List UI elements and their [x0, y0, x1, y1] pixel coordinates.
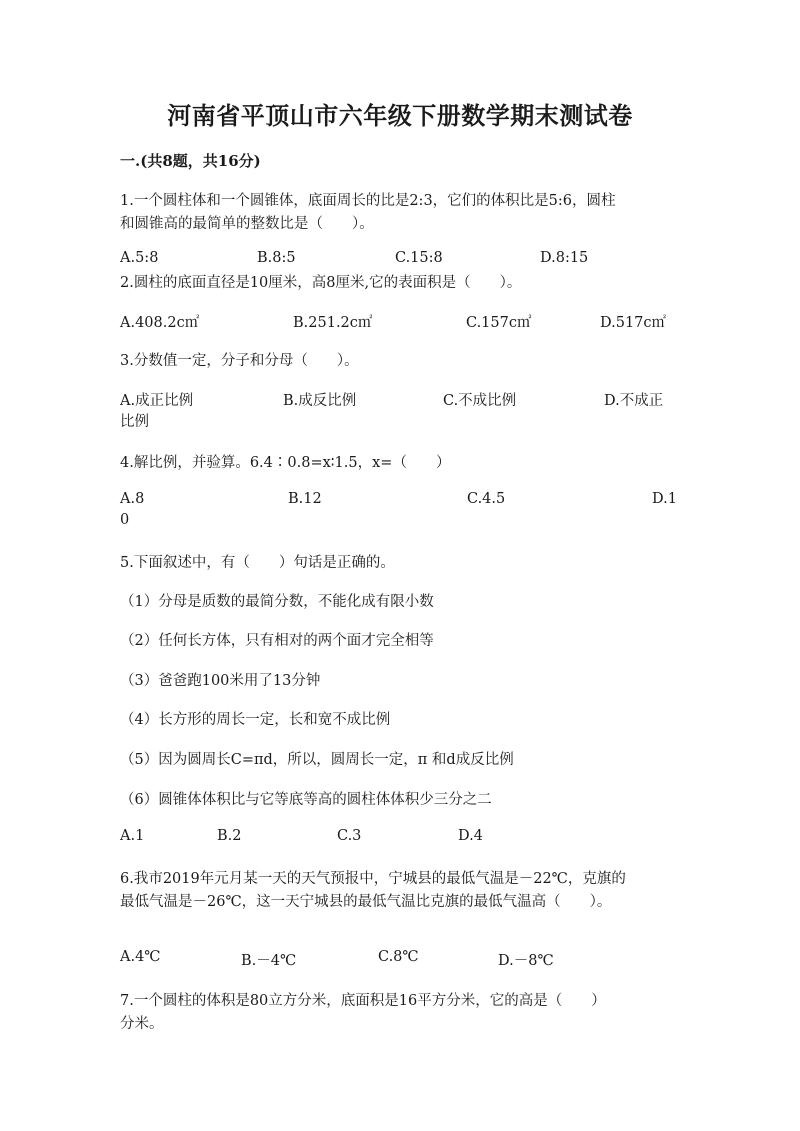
section-heading: 一.(共8题，共16分): [120, 152, 261, 170]
question-5-statement-6: （6）圆锥体体积比与它等底等高的圆柱体体积少三分之二: [120, 792, 492, 808]
question-6-option-a: A.4℃: [120, 949, 161, 965]
question-4-option-d-wrap: 0: [120, 512, 130, 528]
question-7-line-2: 分米。: [120, 1016, 164, 1032]
question-5-line-1: 5.下面叙述中，有（ ）句话是正确的。: [120, 555, 395, 571]
question-1-option-c: C.15:8: [395, 250, 443, 266]
question-3-option-a: A.成正比例: [120, 393, 194, 409]
question-5-option-a: A.1: [120, 828, 145, 844]
question-3-option-b: B.成反比例: [283, 393, 357, 409]
question-5-option-c: C.3: [337, 828, 362, 844]
question-3-line-1: 3.分数值一定，分子和分母（ ）。: [120, 353, 359, 369]
question-6-line-2: 最低气温是－26℃，这一天宁城县的最低气温比克旗的最低气温高（ ）。: [120, 894, 612, 910]
question-3-option-d: D.不成正: [604, 393, 664, 409]
question-4-option-d: D.1: [652, 491, 677, 507]
question-2-option-a: A.408.2c㎡: [120, 315, 200, 331]
question-7-line-1: 7.一个圆柱的体积是80立方分米，底面积是16平方分米，它的高是（ ）: [120, 993, 606, 1009]
question-4-option-a: A.8: [120, 491, 145, 507]
question-6-option-b: B.－4℃: [241, 953, 297, 969]
question-5-option-d: D.4: [458, 828, 483, 844]
question-5-statement-2: （2）任何长方体，只有相对的两个面才完全相等: [120, 633, 434, 649]
question-5-statement-3: （3）爸爸跑100米用了13分钟: [120, 673, 321, 689]
question-2-option-b: B.251.2c㎡: [293, 315, 373, 331]
question-1-option-a: A.5:8: [120, 250, 159, 266]
question-1-option-b: B.8:5: [257, 250, 296, 266]
question-5-statement-1: （1）分母是质数的最简分数，不能化成有限小数: [120, 594, 434, 610]
question-6-option-d: D.－8℃: [498, 953, 554, 969]
question-5-statement-5: （5）因为圆周长C=πd，所以，圆周长一定，π 和d成反比例: [120, 752, 514, 768]
question-2-line-1: 2.圆柱的底面直径是10厘米，高8厘米,它的表面积是（ ）。: [120, 275, 522, 291]
question-6-option-c: C.8℃: [378, 949, 419, 965]
question-1-line-1: 1.一个圆柱体和一个圆锥体，底面周长的比是2:3，它们的体积比是5:6，圆柱: [120, 193, 616, 209]
question-2-option-d: D.517c㎡: [600, 315, 667, 331]
question-3-option-d-wrap: 比例: [120, 414, 149, 430]
question-5-statement-4: （4）长方形的周长一定，长和宽不成比例: [120, 712, 391, 728]
question-2-option-c: C.157c㎡: [466, 315, 532, 331]
question-3-option-c: C.不成比例: [443, 393, 517, 409]
page-title: 河南省平顶山市六年级下册数学期末测试卷: [167, 101, 633, 130]
question-6-line-1: 6.我市2019年元月某一天的天气预报中，宁城县的最低气温是－22℃，克旗的: [120, 871, 626, 887]
question-1-line-2: 和圆锥高的最简单的整数比是（ ）。: [120, 216, 374, 232]
question-5-option-b: B.2: [217, 828, 242, 844]
question-4-option-b: B.12: [288, 491, 322, 507]
question-4-option-c: C.4.5: [467, 491, 506, 507]
question-4-line-1: 4.解比例，并验算。6.4∶0.8=x∶1.5，x=（ ）: [120, 455, 451, 471]
question-1-option-d: D.8:15: [540, 250, 589, 266]
